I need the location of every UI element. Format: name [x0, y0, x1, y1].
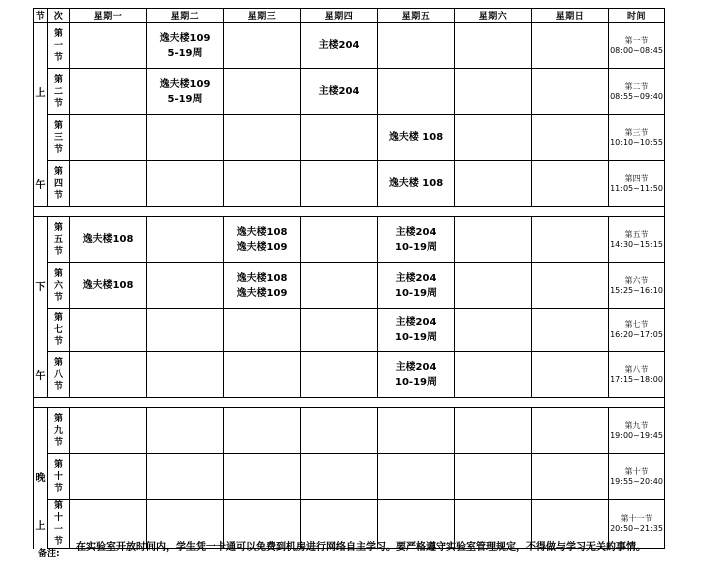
course-cell-sat — [455, 408, 532, 454]
course-cell-thu — [301, 309, 378, 352]
course-cell-mon — [70, 69, 147, 115]
course-cell-mon — [70, 309, 147, 352]
lesson-row — [34, 115, 665, 161]
lesson-name-char: 节 — [53, 537, 63, 547]
course-cell-mon — [70, 352, 147, 398]
lesson-name-char: 十 — [53, 471, 63, 482]
lesson-name — [48, 500, 70, 549]
lesson-name-char: 二 — [53, 86, 63, 97]
course-cell-fri: 主楼204 10-19周 — [378, 309, 455, 352]
course-cell-wed — [224, 309, 301, 352]
header-time: 时间 — [609, 9, 665, 23]
course-cell-tue — [147, 161, 224, 207]
course-cell-tue — [147, 352, 224, 398]
time-range: 19:55~20:40 — [610, 476, 663, 486]
note-label: 备注: — [38, 549, 60, 559]
course-cell-sun — [532, 217, 609, 263]
lesson-name-char: 第 — [53, 74, 63, 85]
course-cell-sat — [455, 161, 532, 207]
time-lesson-name: 第八节 — [624, 364, 649, 374]
time-range: 11:05~11:50 — [610, 183, 663, 193]
course-cell-tue — [147, 263, 224, 309]
section-gap — [34, 398, 665, 408]
lesson-name — [48, 454, 70, 500]
course-cell-fri: 逸夫楼 108 — [378, 161, 455, 207]
course-cell-tue — [147, 408, 224, 454]
lesson-row — [34, 69, 665, 115]
schedule-table — [33, 8, 665, 549]
course-cell-fri: 主楼204 10-19周 — [378, 352, 455, 398]
course-cell-tue — [147, 309, 224, 352]
lesson-name-char: 第 — [53, 120, 63, 131]
lesson-name-char: 节 — [53, 437, 63, 448]
course-cell-mon — [70, 115, 147, 161]
course-cell-tue: 逸夫楼109 5-19周 — [147, 69, 224, 115]
time-cell — [609, 263, 665, 309]
course-cell-sun — [532, 263, 609, 309]
section-label — [34, 115, 48, 161]
section-label: 上 — [34, 500, 48, 549]
time-cell — [609, 115, 665, 161]
header-day-sat: 星期六 — [455, 9, 532, 23]
section-gap-cell — [34, 207, 665, 217]
header-period: 节 — [34, 9, 48, 23]
time-range: 08:55~09:40 — [610, 91, 663, 101]
lesson-name — [48, 217, 70, 263]
course-cell-fri: 主楼204 10-19周 — [378, 217, 455, 263]
course-cell-thu: 主楼204 — [301, 69, 378, 115]
course-cell-thu — [301, 263, 378, 309]
lesson-name — [48, 263, 70, 309]
section-label — [34, 23, 48, 69]
lesson-row — [34, 263, 665, 309]
course-cell-mon: 逸夫楼108 — [70, 217, 147, 263]
lesson-row — [34, 352, 665, 398]
time-cell — [609, 454, 665, 500]
course-cell-thu — [301, 217, 378, 263]
section-label: 午 — [34, 352, 48, 398]
lesson-name-char: 节 — [53, 98, 63, 109]
section-gap — [34, 207, 665, 217]
course-cell-mon — [70, 408, 147, 454]
course-cell-thu: 主楼204 — [301, 23, 378, 69]
header-day-thu: 星期四 — [301, 9, 378, 23]
lesson-name-char: 九 — [53, 425, 63, 436]
course-cell-sat — [455, 69, 532, 115]
lesson-name-char: 第 — [53, 357, 63, 368]
lesson-name — [48, 309, 70, 352]
time-range: 17:15~18:00 — [610, 374, 663, 384]
lesson-name-char: 第 — [53, 313, 63, 323]
lesson-name — [48, 161, 70, 207]
course-cell-tue — [147, 217, 224, 263]
lesson-name-char: 第 — [53, 459, 63, 470]
lesson-name-char: 三 — [53, 132, 63, 143]
time-lesson-name: 第七节 — [624, 320, 649, 329]
lesson-name-char: 第 — [53, 28, 63, 39]
course-cell-sat — [455, 115, 532, 161]
course-cell-sat — [455, 263, 532, 309]
course-cell-sat — [455, 454, 532, 500]
lesson-name-char: 节 — [53, 190, 63, 201]
course-cell-wed: 逸夫楼108 逸夫楼109 — [224, 263, 301, 309]
lesson-name-char: 七 — [53, 325, 63, 335]
time-range: 19:00~19:45 — [610, 430, 663, 440]
course-cell-sun — [532, 69, 609, 115]
course-cell-mon — [70, 454, 147, 500]
section-label — [34, 309, 48, 352]
section-label: 晚 — [34, 454, 48, 500]
time-range: 15:25~16:10 — [610, 285, 663, 295]
time-lesson-name: 第九节 — [624, 420, 649, 430]
time-lesson-name: 第四节 — [624, 173, 649, 183]
lesson-name — [48, 69, 70, 115]
lesson-row — [34, 309, 665, 352]
time-lesson-name: 第十节 — [624, 466, 649, 476]
course-cell-sat — [455, 23, 532, 69]
lesson-name-char: 节 — [53, 246, 63, 257]
time-cell — [609, 309, 665, 352]
course-cell-wed — [224, 69, 301, 115]
course-cell-wed — [224, 161, 301, 207]
time-lesson-name: 第二节 — [624, 81, 649, 91]
header-lesson: 次 — [48, 9, 70, 23]
course-cell-wed — [224, 352, 301, 398]
note-text: 在实验室开放时间内，学生凭一卡通可以免费到机房进行网络自主学习。要严格遵守实验室管理规定，不得做与学习无关的事情。 — [76, 542, 646, 553]
lesson-name-char: 六 — [53, 280, 63, 291]
section-label — [34, 217, 48, 263]
time-cell — [609, 408, 665, 454]
course-cell-sat — [455, 309, 532, 352]
course-cell-thu — [301, 352, 378, 398]
course-cell-wed: 逸夫楼108 逸夫楼109 — [224, 217, 301, 263]
lesson-row — [34, 408, 665, 454]
lesson-row — [34, 454, 665, 500]
schedule-body — [34, 23, 665, 549]
lesson-name — [48, 408, 70, 454]
course-cell-thu — [301, 408, 378, 454]
course-cell-mon — [70, 161, 147, 207]
lesson-name-char: 第 — [53, 268, 63, 279]
time-cell — [609, 161, 665, 207]
course-cell-tue: 逸夫楼109 5-19周 — [147, 23, 224, 69]
course-cell-sun — [532, 161, 609, 207]
time-range: 16:20~17:05 — [610, 330, 663, 339]
lesson-name-char: 节 — [53, 52, 63, 63]
course-cell-tue — [147, 454, 224, 500]
course-cell-fri — [378, 69, 455, 115]
header-day-tue: 星期二 — [147, 9, 224, 23]
header-day-mon: 星期一 — [70, 9, 147, 23]
course-cell-wed — [224, 408, 301, 454]
time-cell — [609, 352, 665, 398]
time-cell — [609, 69, 665, 115]
header-row — [34, 9, 665, 23]
course-cell-fri — [378, 454, 455, 500]
time-lesson-name: 第一节 — [624, 35, 649, 45]
section-label: 上 — [34, 69, 48, 115]
time-lesson-name: 第六节 — [624, 275, 649, 285]
lesson-name — [48, 115, 70, 161]
lesson-name-char: 节 — [53, 337, 63, 347]
lesson-name-char: 节 — [53, 381, 63, 392]
course-cell-sun — [532, 454, 609, 500]
time-lesson-name: 第十一节 — [620, 514, 653, 523]
course-cell-sat — [455, 217, 532, 263]
course-cell-wed — [224, 23, 301, 69]
time-lesson-name: 第五节 — [624, 229, 649, 239]
lesson-row — [34, 23, 665, 69]
course-cell-sat — [455, 352, 532, 398]
lesson-name-char: 一 — [53, 525, 63, 535]
lesson-name-char: 一 — [53, 40, 63, 51]
course-cell-thu — [301, 454, 378, 500]
lesson-name — [48, 23, 70, 69]
lesson-name — [48, 352, 70, 398]
section-gap-cell — [34, 398, 665, 408]
lesson-row — [34, 217, 665, 263]
time-range: 20:50~21:35 — [610, 524, 663, 533]
time-cell — [609, 217, 665, 263]
lesson-name-char: 五 — [53, 234, 63, 245]
course-cell-thu — [301, 161, 378, 207]
lesson-name-char: 第 — [53, 166, 63, 177]
lesson-row — [34, 161, 665, 207]
lesson-name-char: 第 — [53, 413, 63, 424]
lesson-name-char: 第 — [53, 222, 63, 233]
course-cell-sun — [532, 23, 609, 69]
course-cell-sun — [532, 115, 609, 161]
section-label — [34, 408, 48, 454]
lesson-name-char: 节 — [53, 292, 63, 303]
lesson-name-char: 第 — [53, 501, 63, 511]
course-cell-wed — [224, 115, 301, 161]
time-lesson-name: 第三节 — [624, 127, 649, 137]
course-cell-fri: 逸夫楼 108 — [378, 115, 455, 161]
course-cell-tue — [147, 115, 224, 161]
header-day-sun: 星期日 — [532, 9, 609, 23]
course-cell-fri: 主楼204 10-19周 — [378, 263, 455, 309]
course-cell-fri — [378, 23, 455, 69]
lesson-name-char: 四 — [53, 178, 63, 189]
lesson-name-char: 十 — [53, 513, 63, 523]
course-cell-thu — [301, 115, 378, 161]
header-day-fri: 星期五 — [378, 9, 455, 23]
course-cell-sun — [532, 309, 609, 352]
time-range: 14:30~15:15 — [610, 239, 663, 249]
course-cell-sun — [532, 408, 609, 454]
header-day-wed: 星期三 — [224, 9, 301, 23]
time-cell — [609, 23, 665, 69]
lesson-name-char: 节 — [53, 144, 63, 155]
course-cell-mon — [70, 23, 147, 69]
course-cell-fri — [378, 408, 455, 454]
time-range: 08:00~08:45 — [610, 45, 663, 55]
time-range: 10:10~10:55 — [610, 137, 663, 147]
course-cell-wed — [224, 454, 301, 500]
lesson-name-char: 八 — [53, 369, 63, 380]
course-cell-mon: 逸夫楼108 — [70, 263, 147, 309]
course-cell-sun — [532, 352, 609, 398]
section-label: 午 — [34, 161, 48, 207]
section-label: 下 — [34, 263, 48, 309]
lesson-name-char: 节 — [53, 483, 63, 494]
